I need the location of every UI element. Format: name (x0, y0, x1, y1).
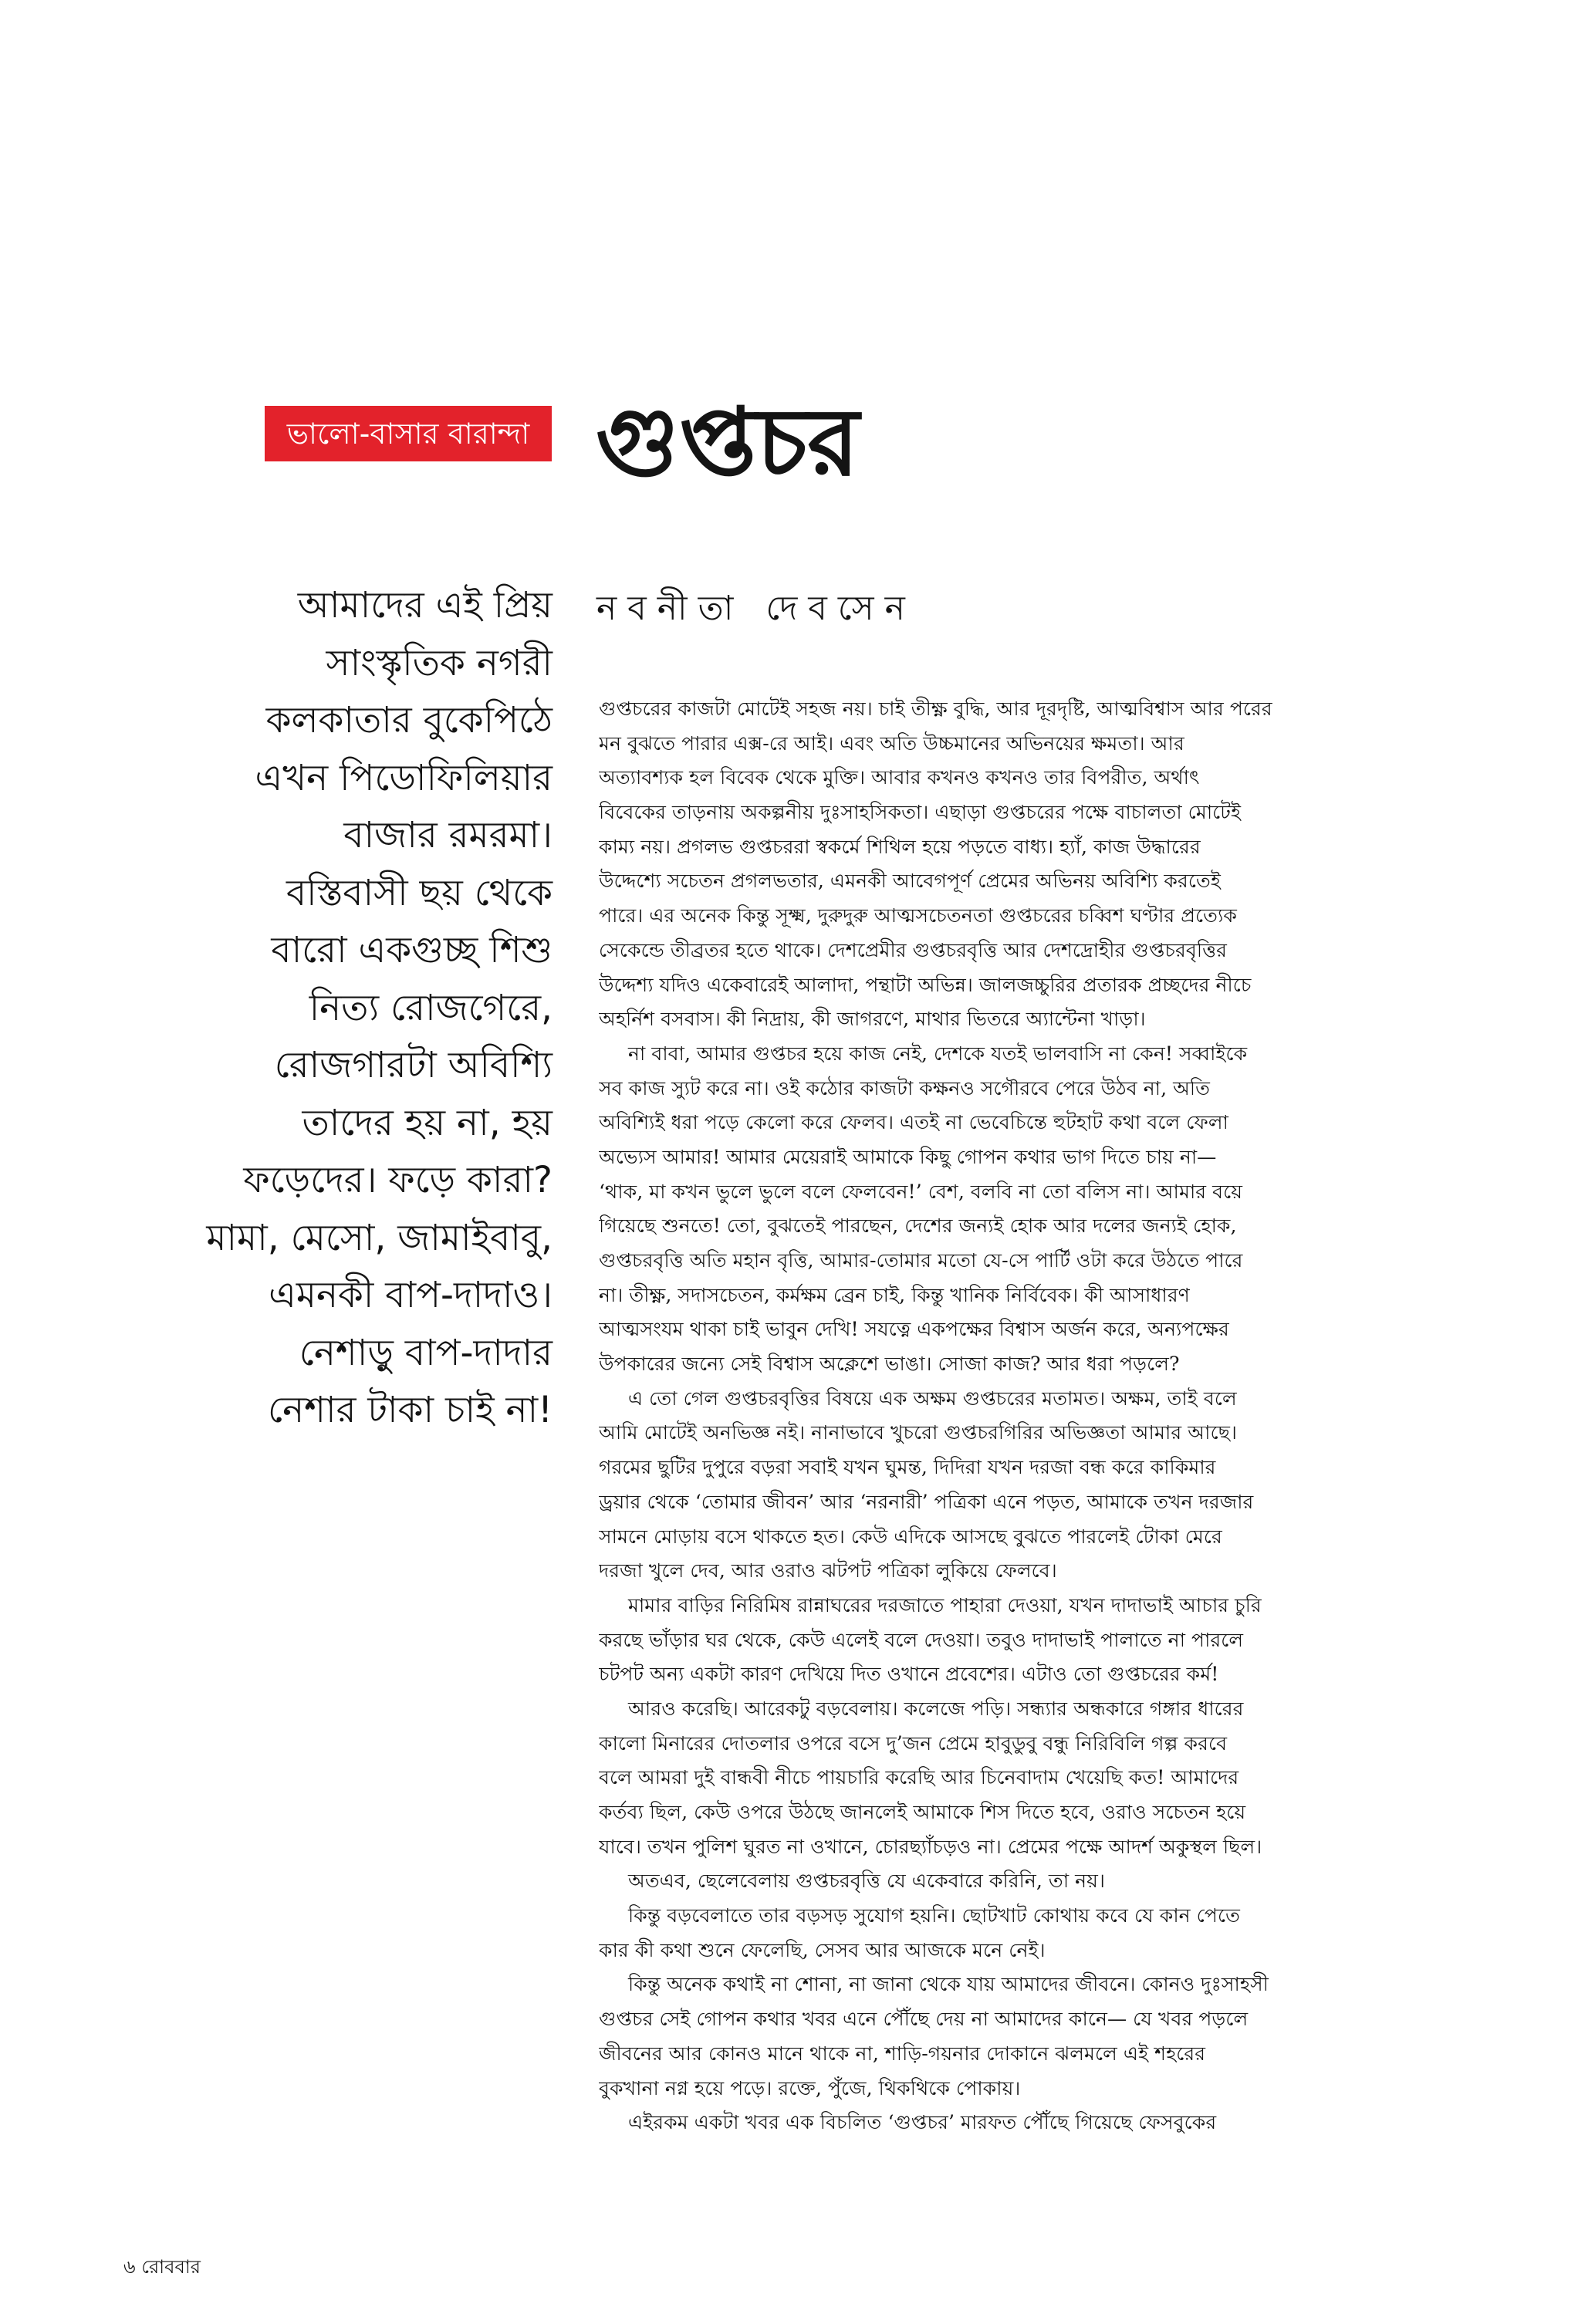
pull-quote-line: নিত্য রোজগেরে, (309, 986, 553, 1029)
body-line: বলে আমরা দুই বান্ধবী নীচে পায়চারি করেছি আর চিনেবাদাম খেয়েছি কত! আমাদের (599, 1766, 1239, 1789)
body-line: কালো মিনারের দোতলার ওপরে বসে দু’জন প্রেমে হাবুডুবু বন্ধু নিরিবিলি গল্প করবে (599, 1731, 1228, 1755)
body-line: আত্মসংযম থাকা চাই ভাবুন দেখি! সযত্নে একপক্ষের বিশ্বাস অর্জন করে, অন্যপক্ষের (599, 1318, 1229, 1341)
pull-quote-line: ফড়েদের। ফড়ে কারা? (243, 1159, 553, 1201)
body-line: উদ্দেশ্যে সচেতন প্রগলভতার, এমনকী আবেগপূর্ণ প্রেমের অভিনয় অবিশ্যি করতেই (599, 870, 1221, 893)
body-line: কিন্তু বড়বেলাতে তার বড়সড় সুযোগ হয়নি। ছোটখাট কোথায় কবে যে কান পেতে (628, 1904, 1241, 1927)
pull-quote-line: সাংস্কৃতিক নগরী (326, 641, 553, 684)
body-line: অত্যাবশ্যক হল বিবেক থেকে মুক্তি। আবার কখনও কখনও তার বিপরীত, অর্থাৎ (599, 766, 1200, 789)
body-line: অতএব, ছেলেবেলায় গুপ্তচরবৃত্তি যে একেবারে করিনি, তা নয়। (628, 1870, 1106, 1893)
page-title: গুপ্তচর (596, 387, 860, 497)
body-line: এইরকম একটা খবর এক বিচলিত ‘গুপ্তচর’ মারফত পৌঁছে গিয়েছে ফেসবুকের (628, 2111, 1217, 2134)
body-line: কর্তব্য ছিল, কেউ ওপরে উঠছে জানলেই আমাকে শিস দিতে হবে, ওরাও সচেতন হয়ে (599, 1801, 1246, 1823)
section-label: ভালো-বাসার বারান্দা (265, 406, 552, 461)
pull-quote-line: বস্তিবাসী ছয় থেকে (286, 871, 553, 914)
article-body (599, 692, 1432, 2140)
body-line: বিবেকের তাড়নায় অকল্পনীয় দুঃসাহসিকতা। এছাড়া গুপ্তচরের পক্ষে বাচালতা মোটেই (599, 801, 1242, 824)
body-line: চটপট অন্য একটা কারণ দেখিয়ে দিত ওখানে প্রবেশের। এটাও তো গুপ্তচরের কর্ম! (599, 1663, 1219, 1686)
pull-quote-line: এমনকী বাপ-দাদাও। (269, 1274, 553, 1316)
body-line: উদ্দেশ্য যদিও একেবারেই আলাদা, পন্থাটা অভিন্ন। জালজচ্চুরির প্রতারক প্রচ্ছদের নীচে (599, 973, 1252, 996)
body-line: আমি মোটেই অনভিজ্ঞ নই। নানাভাবে খুচরো গুপ্তচরগিরির অভিজ্ঞতা আমার আছে। (599, 1421, 1237, 1444)
pull-quote-line: আমাদের এই প্রিয় (297, 584, 553, 627)
body-line: সামনে মোড়ায় বসে থাকতে হত। কেউ এদিকে আসছে বুঝতে পারলেই টোকা মেরে (599, 1525, 1222, 1548)
body-line: না বাবা, আমার গুপ্তচর হয়ে কাজ নেই, দেশকে যতই ভালবাসি না কেন! সব্বাইকে (628, 1042, 1248, 1065)
body-line: গুপ্তচরের কাজটা মোটেই সহজ নয়। চাই তীক্ষ্ণ বুদ্ধি, আর দূরদৃষ্টি, আত্মবিশ্বাস আর পরের (599, 698, 1272, 720)
pull-quote-line: নেশার টাকা চাই না! (268, 1389, 553, 1431)
pull-quote-line: এখন পিডোফিলিয়ার (255, 756, 553, 799)
body-line: ‘থাক, মা কখন ভুলে ভুলে বলে ফেলবেন!’ বেশ, বলবি না তো বলিস না। আমার বয়ে (599, 1180, 1243, 1203)
pull-quote-line: মামা, মেসো, জামাইবাবু, (206, 1216, 553, 1259)
body-line: গরমের ছুটির দুপুরে বড়রা সবাই যখন ঘুমন্ত, দিদিরা যখন দরজা বন্ধ করে কাকিমার (599, 1456, 1216, 1479)
pull-quote (108, 577, 553, 1440)
body-line: সেকেন্ডে তীব্রতর হতে থাকে। দেশপ্রেমীর গুপ্তচরবৃত্তি আর দেশদ্রোহীর গুপ্তচরবৃত্তির (599, 938, 1227, 961)
body-line: জীবনের আর কোনও মানে থাকে না, শাড়ি-গয়নার দোকানে ঝলমলে এই শহরের (599, 2042, 1206, 2065)
body-line: মামার বাড়ির নিরিমিষ রান্নাঘরের দরজাতে পাহারা দেওয়া, যখন দাদাভাই আচার চুরি (628, 1593, 1262, 1616)
body-line: উপকারের জন্যে সেই বিশ্বাস অক্লেশে ভাঙা। সোজা কাজ? আর ধরা পড়লে? (599, 1353, 1180, 1376)
body-line: করছে ভাঁড়ার ঘর থেকে, কেউ এলেই বলে দেওয়া। তবুও দাদাভাই পালাতে না পারলে (599, 1628, 1244, 1651)
body-line: বুকখানা নগ্ন হয়ে পড়ে। রক্তে, পুঁজে, থিকথিকে পোকায়। (599, 2076, 1021, 2099)
page-footer: ৬ রোববার (123, 2256, 201, 2278)
pull-quote-line: বারো একগুচ্ছ শিশু (271, 929, 553, 971)
body-line: কার কী কথা শুনে ফেলেছি, সেসব আর আজকে মনে নেই। (599, 1938, 1046, 1961)
body-line: অহর্নিশ বসবাস। কী নিদ্রায়, কী জাগরণে, মাথার ভিতরে অ্যান্টেনা খাড়া। (599, 1008, 1146, 1031)
body-line: না। তীক্ষ্ণ, সদাসচেতন, কর্মক্ষম ব্রেন চাই, কিন্তু খানিক নির্বিবেক। কী আসাধারণ (599, 1283, 1190, 1306)
body-line: যাবে। তখন পুলিশ ঘুরত না ওখানে, চোরছ্যাঁচড়ও না। প্রেমের পক্ষে আদর্শ অকুস্থল ছিল। (599, 1835, 1262, 1858)
pull-quote-line: কলকাতার বুকেপিঠে (265, 699, 553, 741)
pull-quote-line: তাদের হয় না, হয় (302, 1101, 553, 1144)
body-line: কিন্তু অনেক কথাই না শোনা, না জানা থেকে যায় আমাদের জীবনে। কোনও দুঃসাহসী (628, 1973, 1269, 1996)
body-line: অভ্যেস আমার! আমার মেয়েরাই আমাকে কিছু গোপন কথার ভাগ দিতে চায় না— (599, 1145, 1217, 1168)
body-line: মন বুঝতে পারার এক্স-রে আই। এবং অতি উচ্চমানের অভিনয়ের ক্ষমতা। আর (599, 731, 1184, 755)
pull-quote-line: রোজগারটা অবিশ্যি (274, 1044, 553, 1086)
body-line: গুপ্তচর সেই গোপন কথার খবর এনে পৌঁছে দেয় না আমাদের কানে— যে খবর পড়লে (599, 2008, 1249, 2031)
body-line: গুপ্তচরবৃত্তি অতি মহান বৃত্তি, আমার-তোমার মতো যে-সে পার্টি ওটা করে উঠতে পারে (599, 1249, 1243, 1272)
body-line: এ তো গেল গুপ্তচরবৃত্তির বিষয়ে এক অক্ষম গুপ্তচরের মতামত। অক্ষম, তাই বলে (628, 1387, 1237, 1410)
body-line: গিয়েছে শুনতে! তো, বুঝতেই পারছেন, দেশের জন্যই হোক আর দলের জন্যই হোক, (599, 1214, 1237, 1238)
body-line: দরজা খুলে দেব, আর ওরাও ঝটপট পত্রিকা লুকিয়ে ফেলবে। (599, 1559, 1057, 1583)
author-byline: নবনীতা দেবসেন (596, 589, 916, 628)
pull-quote-line: বাজার রমরমা। (343, 814, 553, 856)
body-line: সব কাজ স্যুট করে না। ওই কঠোর কাজটা কক্ষনও সগৌরবে পেরে উঠব না, অতি (599, 1076, 1211, 1100)
pull-quote-line: নেশাড়ু বাপ-দাদার (299, 1331, 553, 1374)
body-line: কাম্য নয়। প্রগলভ গুপ্তচররা স্বকর্মে শিথিল হয়ে পড়তে বাধ্য। হ্যাঁ, কাজ উদ্ধারের (599, 835, 1201, 858)
body-line: আরও করেছি। আরেকটু বড়বেলায়। কলেজে পড়ি। সন্ধ্যার অন্ধকারে গঙ্গার ধারের (628, 1697, 1244, 1720)
body-line: অবিশ্যিই ধরা পড়ে কেলো করে ফেলব। এতই না ভেবেচিন্তে হুটহাট কথা বলে ফেলা (599, 1111, 1228, 1134)
body-line: ড্রয়ার থেকে ‘তোমার জীবন’ আর ‘নরনারী’ পত্রিকা এনে পড়ত, আমাকে তখন দরজার (599, 1490, 1254, 1513)
body-line: পারে। এর অনেক কিন্তু সূক্ষ্ম, দুরুদুরু আত্মসচেতনতা গুপ্তচরের চব্বিশ ঘণ্টার প্রত্যেক (599, 904, 1237, 927)
